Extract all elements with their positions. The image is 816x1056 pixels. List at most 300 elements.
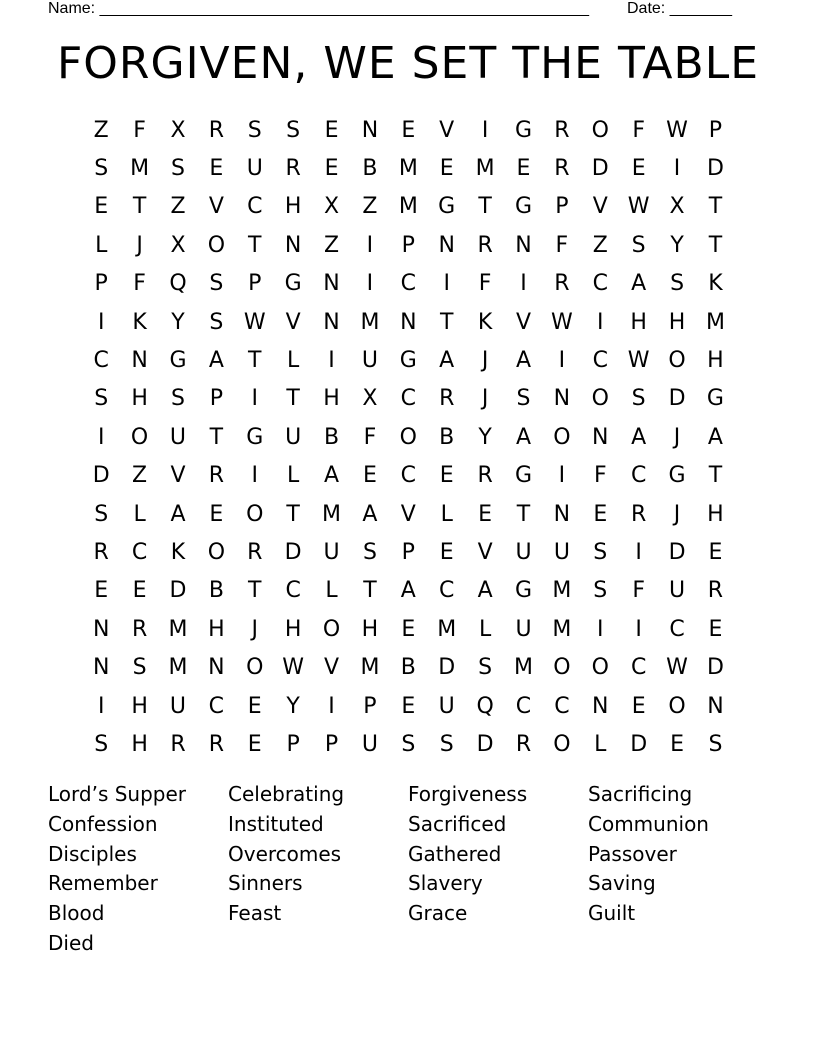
- grid-letter: H: [707, 348, 724, 374]
- grid-letter: U: [169, 424, 187, 450]
- grid-letter: H: [323, 386, 340, 412]
- grid-letter: M: [168, 616, 188, 642]
- grid-letter: N: [553, 386, 571, 412]
- grid-letter: H: [284, 194, 302, 220]
- grid-letter: R: [93, 539, 109, 565]
- grid-letter: W: [551, 309, 573, 335]
- grid-letter: N: [361, 117, 379, 143]
- grid-letter: Z: [362, 194, 378, 220]
- grid-letter: C: [247, 194, 263, 220]
- grid-letter: E: [362, 463, 377, 489]
- grid-letter: B: [362, 156, 378, 182]
- grid-letter: A: [631, 271, 647, 297]
- grid-letter: D: [668, 386, 686, 412]
- grid-letter: G: [284, 271, 302, 297]
- grid-letter: P: [708, 117, 723, 143]
- grid-letter: I: [673, 156, 681, 182]
- grid-letter: U: [246, 156, 263, 182]
- grid-letter: A: [515, 348, 532, 374]
- grid-letter: F: [363, 424, 377, 450]
- grid-letter: O: [553, 655, 571, 681]
- grid-letter: I: [97, 693, 105, 719]
- grid-letter: B: [208, 578, 224, 604]
- grid-letter: K: [132, 309, 147, 335]
- grid-letter: I: [558, 463, 566, 489]
- grid-letter: O: [399, 424, 417, 450]
- grid-letter: P: [363, 693, 377, 719]
- grid-letter: F: [593, 463, 607, 489]
- grid-letter: T: [363, 578, 377, 604]
- grid-letter: S: [286, 117, 301, 143]
- grid-letter: I: [443, 271, 450, 297]
- grid-letter: O: [591, 386, 609, 412]
- grid-letter: M: [168, 655, 188, 681]
- grid-letter: M: [360, 655, 380, 681]
- grid-letter: E: [708, 539, 723, 565]
- grid-letter: V: [208, 194, 224, 220]
- grid-letter: D: [706, 655, 724, 681]
- grid-letter: E: [401, 117, 416, 143]
- word-list-item: Gathered: [408, 841, 502, 866]
- date-field-label: Date: _______: [627, 0, 732, 17]
- grid-letter: I: [481, 117, 489, 143]
- word-list-item: Celebrating: [228, 782, 345, 806]
- grid-letter: M: [130, 156, 150, 182]
- grid-letter: C: [208, 693, 225, 719]
- grid-letter: R: [477, 463, 493, 489]
- grid-letter: E: [670, 731, 684, 757]
- grid-letter: R: [477, 232, 493, 258]
- grid-letter: I: [366, 271, 374, 297]
- word-list-item: Guilt: [588, 901, 636, 926]
- grid-letter: V: [439, 117, 455, 143]
- grid-letter: C: [131, 539, 148, 565]
- grid-letter: J: [673, 501, 681, 527]
- grid-letter: J: [481, 348, 489, 374]
- grid-letter: U: [515, 539, 532, 565]
- grid-letter: S: [401, 731, 416, 757]
- grid-letter: H: [131, 693, 148, 719]
- grid-letter: N: [92, 655, 110, 681]
- grid-letter: A: [362, 501, 378, 527]
- grid-letter: S: [362, 539, 377, 565]
- grid-letter: N: [438, 232, 455, 258]
- grid-letter: O: [668, 693, 686, 719]
- grid-letter: I: [328, 348, 335, 374]
- grid-letter: O: [246, 655, 264, 681]
- name-field-label: Name: _______________________________________________________: [48, 0, 589, 17]
- grid-letter: W: [666, 117, 688, 143]
- grid-letter: E: [324, 117, 339, 143]
- grid-letter: O: [668, 348, 686, 374]
- word-list-item: Passover: [588, 841, 677, 866]
- grid-letter: C: [400, 271, 416, 297]
- grid-letter: X: [324, 194, 340, 220]
- letter-grid: [82, 111, 735, 764]
- grid-letter: D: [284, 539, 302, 565]
- grid-letter: A: [400, 578, 416, 604]
- grid-letter: V: [170, 463, 186, 489]
- grid-letter: P: [248, 271, 262, 297]
- grid-letter: V: [515, 309, 532, 335]
- grid-letter: R: [707, 578, 724, 604]
- grid-letter: Z: [132, 463, 148, 489]
- grid-letter: C: [400, 463, 416, 489]
- grid-letter: H: [707, 501, 724, 527]
- grid-letter: M: [475, 156, 495, 182]
- grid-letter: U: [669, 578, 686, 604]
- grid-letter: U: [361, 348, 378, 374]
- grid-letter: S: [593, 539, 608, 565]
- grid-letter: L: [440, 501, 453, 527]
- grid-letter: P: [401, 539, 415, 565]
- grid-letter: W: [627, 194, 650, 220]
- word-list-item: Blood: [48, 901, 105, 926]
- grid-letter: M: [552, 616, 572, 642]
- grid-letter: W: [627, 348, 650, 374]
- grid-letter: J: [251, 616, 258, 642]
- grid-letter: I: [251, 463, 258, 489]
- grid-letter: E: [439, 463, 454, 489]
- grid-letter: E: [631, 693, 646, 719]
- grid-letter: O: [553, 424, 571, 450]
- grid-letter: B: [439, 424, 455, 450]
- word-list-item: Slavery: [408, 871, 483, 896]
- grid-letter: P: [94, 271, 108, 297]
- grid-letter: C: [439, 578, 455, 604]
- grid-letter: I: [635, 616, 642, 642]
- grid-letter: P: [324, 731, 339, 757]
- word-list: [48, 780, 768, 959]
- grid-letter: W: [243, 309, 266, 335]
- grid-letter: G: [668, 463, 686, 489]
- grid-letter: Q: [476, 693, 494, 719]
- grid-letter: R: [631, 501, 647, 527]
- grid-letter: T: [708, 194, 723, 220]
- grid-letter: T: [708, 232, 723, 258]
- grid-letter: D: [630, 731, 648, 757]
- grid-letter: S: [209, 271, 224, 297]
- grid-letter: R: [439, 386, 455, 412]
- grid-letter: G: [514, 117, 533, 143]
- grid-letter: C: [400, 386, 416, 412]
- grid-letter: N: [553, 501, 571, 527]
- grid-letter: C: [669, 616, 685, 642]
- grid-letter: G: [706, 386, 724, 412]
- grid-letter: T: [209, 424, 224, 450]
- grid-letter: P: [286, 731, 300, 757]
- grid-letter: M: [322, 501, 342, 527]
- grid-letter: N: [284, 232, 302, 258]
- word-list-item: Sacrificed: [408, 811, 507, 836]
- grid-letter: R: [208, 463, 225, 489]
- grid-letter: B: [400, 655, 416, 681]
- grid-letter: X: [170, 117, 186, 143]
- grid-letter: T: [248, 578, 262, 604]
- grid-letter: H: [131, 731, 148, 757]
- grid-letter: E: [209, 156, 224, 182]
- grid-letter: U: [515, 616, 532, 642]
- grid-letter: R: [554, 156, 570, 182]
- grid-letter: I: [597, 616, 604, 642]
- grid-letter: S: [94, 386, 109, 412]
- grid-letter: L: [594, 731, 607, 757]
- grid-letter: E: [94, 578, 109, 604]
- grid-letter: X: [170, 232, 186, 258]
- grid-letter: I: [328, 693, 335, 719]
- grid-letter: E: [401, 693, 416, 719]
- grid-letter: E: [631, 156, 646, 182]
- grid-letter: L: [478, 616, 492, 642]
- grid-letter: M: [705, 309, 725, 335]
- grid-letter: S: [247, 117, 262, 143]
- grid-letter: M: [552, 578, 572, 604]
- word-list-item: Sinners: [228, 871, 303, 896]
- grid-letter: T: [708, 463, 723, 489]
- grid-letter: C: [554, 693, 570, 719]
- grid-letter: N: [592, 424, 609, 450]
- grid-letter: A: [707, 424, 723, 450]
- word-list-item: Saving: [588, 871, 656, 896]
- grid-letter: E: [478, 501, 493, 527]
- grid-letter: E: [247, 693, 262, 719]
- grid-letter: A: [515, 424, 532, 450]
- grid-letter: V: [285, 309, 301, 335]
- grid-letter: R: [131, 616, 148, 642]
- grid-letter: G: [514, 578, 533, 604]
- grid-letter: O: [591, 117, 609, 143]
- grid-letter: R: [208, 731, 225, 757]
- grid-letter: N: [323, 309, 340, 335]
- grid-letter: H: [284, 616, 302, 642]
- word-list-item: Lord’s Supper: [48, 782, 187, 806]
- grid-letter: P: [555, 194, 569, 220]
- grid-letter: M: [437, 616, 457, 642]
- grid-letter: H: [361, 616, 379, 642]
- grid-letter: B: [323, 424, 340, 450]
- grid-letter: S: [670, 271, 685, 297]
- grid-letter: V: [592, 194, 608, 220]
- grid-letter: S: [94, 501, 109, 527]
- grid-letter: S: [631, 386, 646, 412]
- grid-letter: A: [631, 424, 647, 450]
- grid-letter: J: [673, 424, 681, 450]
- grid-letter: S: [94, 156, 109, 182]
- grid-letter: N: [208, 655, 225, 681]
- grid-letter: R: [554, 117, 570, 143]
- grid-letter: S: [593, 578, 608, 604]
- grid-letter: I: [558, 348, 566, 374]
- grid-letter: N: [707, 693, 724, 719]
- grid-letter: F: [632, 578, 645, 604]
- grid-letter: C: [285, 578, 301, 604]
- grid-letter: Z: [93, 117, 109, 143]
- grid-letter: N: [592, 693, 609, 719]
- grid-letter: G: [438, 194, 456, 220]
- grid-letter: M: [360, 309, 380, 335]
- grid-letter: D: [668, 539, 686, 565]
- grid-letter: T: [248, 348, 262, 374]
- word-list-item: Confession: [48, 811, 158, 836]
- grid-letter: V: [324, 655, 340, 681]
- grid-letter: J: [481, 386, 489, 412]
- grid-letter: E: [708, 616, 723, 642]
- word-list-item: Sacrificing: [588, 782, 693, 806]
- grid-letter: S: [516, 386, 531, 412]
- grid-letter: Y: [670, 232, 684, 258]
- grid-letter: S: [478, 655, 493, 681]
- grid-letter: Y: [171, 309, 185, 335]
- grid-letter: I: [251, 386, 258, 412]
- grid-letter: G: [246, 424, 264, 450]
- grid-letter: P: [209, 386, 223, 412]
- grid-letter: M: [398, 156, 418, 182]
- word-list-item: Forgiveness: [408, 782, 528, 806]
- grid-letter: L: [287, 463, 300, 489]
- grid-letter: O: [591, 655, 609, 681]
- word-list-item: Instituted: [228, 811, 324, 836]
- grid-letter: Q: [169, 271, 187, 297]
- grid-letter: K: [170, 539, 186, 565]
- grid-letter: G: [399, 348, 417, 374]
- grid-letter: T: [248, 232, 262, 258]
- grid-letter: O: [207, 232, 226, 258]
- grid-letter: E: [439, 156, 454, 182]
- grid-letter: U: [553, 539, 570, 565]
- grid-letter: H: [208, 616, 225, 642]
- grid-letter: S: [708, 731, 723, 757]
- grid-letter: C: [592, 271, 608, 297]
- word-list-item: Died: [48, 930, 94, 955]
- grid-letter: Y: [286, 693, 300, 719]
- grid-letter: N: [323, 271, 340, 297]
- grid-letter: E: [209, 501, 224, 527]
- grid-letter: E: [439, 539, 454, 565]
- grid-letter: K: [477, 309, 493, 335]
- grid-letter: N: [131, 348, 148, 374]
- grid-letter: W: [666, 655, 688, 681]
- grid-letter: S: [170, 156, 185, 182]
- grid-letter: H: [630, 309, 647, 335]
- grid-letter: O: [130, 424, 149, 450]
- grid-letter: T: [478, 194, 492, 220]
- grid-letter: L: [133, 501, 146, 527]
- puzzle-title: FORGIVEN, WE SET THE TABLE: [56, 38, 760, 89]
- word-list-item: Grace: [408, 901, 468, 926]
- grid-letter: I: [366, 232, 374, 258]
- grid-letter: L: [287, 348, 300, 374]
- grid-letter: E: [516, 156, 531, 182]
- grid-letter: D: [591, 156, 609, 182]
- grid-letter: C: [515, 693, 532, 719]
- grid-letter: F: [632, 117, 645, 143]
- grid-letter: P: [401, 232, 415, 258]
- grid-letter: C: [592, 348, 608, 374]
- grid-letter: F: [133, 117, 146, 143]
- grid-letter: U: [169, 693, 187, 719]
- grid-letter: E: [247, 731, 262, 757]
- grid-letter: K: [708, 271, 723, 297]
- grid-letter: F: [555, 232, 569, 258]
- grid-letter: I: [520, 271, 527, 297]
- word-list-item: Feast: [228, 901, 282, 926]
- grid-letter: I: [97, 424, 105, 450]
- word-list-item: Remember: [48, 871, 158, 896]
- grid-letter: T: [132, 194, 147, 220]
- grid-letter: N: [400, 309, 417, 335]
- grid-letter: O: [553, 731, 571, 757]
- word-list-item: Disciples: [48, 841, 137, 866]
- worksheet-header: [48, 0, 748, 20]
- grid-letter: T: [516, 501, 531, 527]
- grid-letter: G: [514, 463, 533, 489]
- grid-letter: S: [631, 232, 646, 258]
- grid-letter: H: [668, 309, 686, 335]
- grid-letter: I: [97, 309, 105, 335]
- grid-letter: X: [362, 386, 378, 412]
- grid-letter: D: [92, 463, 110, 489]
- grid-letter: S: [94, 731, 109, 757]
- grid-letter: L: [95, 232, 108, 258]
- grid-letter: M: [514, 655, 533, 681]
- grid-letter: O: [246, 501, 264, 527]
- grid-letter: I: [635, 539, 642, 565]
- grid-letter: U: [285, 424, 302, 450]
- grid-letter: F: [478, 271, 492, 297]
- grid-letter: E: [94, 194, 109, 220]
- grid-letter: V: [400, 501, 416, 527]
- grid-letter: S: [132, 655, 147, 681]
- grid-letter: R: [515, 731, 532, 757]
- grid-letter: N: [515, 232, 532, 258]
- grid-letter: U: [438, 693, 455, 719]
- grid-letter: D: [476, 731, 494, 757]
- grid-letter: D: [169, 578, 187, 604]
- grid-letter: E: [132, 578, 147, 604]
- grid-letter: G: [169, 348, 187, 374]
- grid-letter: Z: [324, 232, 340, 258]
- grid-letter: R: [554, 271, 570, 297]
- grid-letter: E: [593, 501, 608, 527]
- grid-letter: O: [207, 539, 226, 565]
- grid-letter: T: [286, 501, 300, 527]
- grid-letter: J: [136, 232, 143, 258]
- grid-letter: A: [170, 501, 186, 527]
- grid-letter: S: [439, 731, 454, 757]
- grid-letter: S: [170, 386, 185, 412]
- grid-letter: D: [438, 655, 456, 681]
- word-list-item: Overcomes: [228, 841, 342, 866]
- grid-letter: N: [92, 616, 110, 642]
- grid-letter: R: [208, 117, 225, 143]
- grid-letter: R: [285, 156, 301, 182]
- grid-letter: E: [324, 156, 339, 182]
- grid-letter: I: [597, 309, 604, 335]
- grid-letter: R: [247, 539, 263, 565]
- grid-letter: A: [208, 348, 224, 374]
- grid-letter: V: [477, 539, 493, 565]
- grid-letter: A: [439, 348, 455, 374]
- grid-letter: L: [325, 578, 338, 604]
- grid-letter: U: [323, 539, 340, 565]
- grid-letter: Z: [592, 232, 608, 258]
- grid-letter: H: [131, 386, 148, 412]
- word-list-item: Communion: [588, 811, 709, 836]
- grid-letter: T: [286, 386, 300, 412]
- grid-letter: C: [630, 655, 647, 681]
- grid-letter: M: [398, 194, 418, 220]
- grid-letter: A: [477, 578, 493, 604]
